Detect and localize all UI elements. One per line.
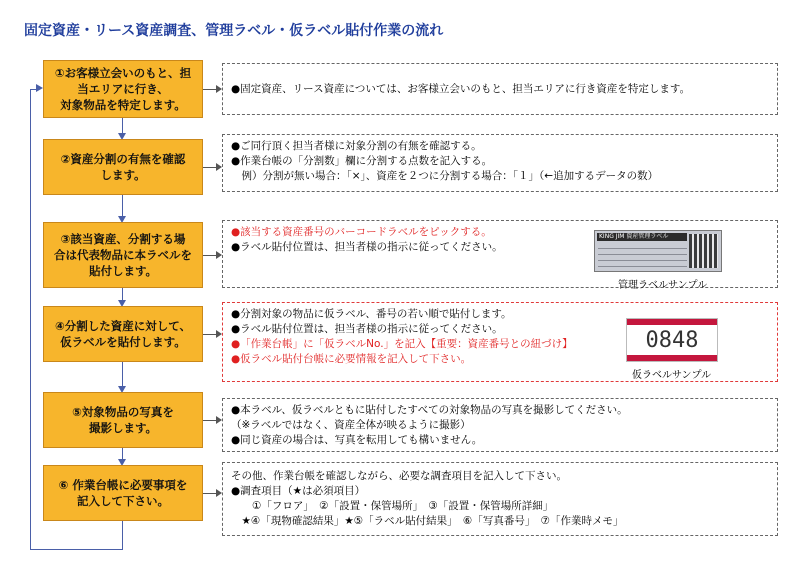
down-arrow-5-icon [122, 448, 123, 464]
step-4-line-2: ●ラベル貼付位置は、担当者様の指示に従ってください。 [231, 323, 503, 335]
label-band-top [627, 319, 717, 325]
step-6-line-2: ●調査項目（★は必須項目） [231, 485, 366, 497]
step-2-box: ②資産分割の有無を確認 します。 [43, 139, 203, 195]
step-3-line-1: ●該当する資産番号のバーコードラベルをピックする。 [231, 226, 492, 238]
step-6-description [222, 462, 778, 536]
down-arrow-2-icon [122, 195, 123, 221]
down-arrow-3-icon [122, 288, 123, 305]
management-label-header: KING JIM 資産管理ラベル [597, 233, 687, 241]
step-4-connector-arrow-icon [203, 334, 220, 335]
step-1-connector-arrow-icon [203, 89, 220, 90]
step-4-line-4: ●仮ラベル貼付台帳に必要情報を記入して下さい。 [231, 353, 472, 365]
step-5-line-2: （※ラベルではなく、資産全体が映るように撮影） [231, 419, 471, 431]
step-4-line-3: ●「作業台帳」に「仮ラベルNo.」を記入【重要：資産番号との紐づけ】 [231, 338, 573, 350]
label-band-bottom [627, 355, 717, 361]
step-2-line-2: ●作業台帳の「分割数」欄に分割する点数を記入する。 [231, 155, 493, 167]
step-5-line-1: ●本ラベル、仮ラベルともに貼付したすべての対象物品の写真を撮影してください。 [231, 404, 628, 416]
step-3-box: ③該当資産、分割する場 合は代表物品に本ラベルを 貼付します。 [43, 222, 203, 288]
step-2-line-1: ●ご同行頂く担当者様に対象分割の有無を確認する。 [231, 140, 482, 152]
step-2-connector-arrow-icon [203, 167, 220, 168]
management-label-caption: 管理ラベルサンプル [618, 280, 708, 291]
step-1-description [222, 63, 778, 115]
step-6-box: ⑥ 作業台帳に必要事項を 記入して下さい。 [43, 465, 203, 521]
step-6-line-4: ★④「現物確認結果」★⑤「ラベル貼付結果」 ⑥「写真番号」 ⑦「作業時メモ」 [231, 515, 624, 527]
page-title: 固定資産・リース資産調査、管理ラベル・仮ラベル貼付作業の流れ [24, 23, 444, 39]
step-5-line-3: ●同じ資産の場合は、写真を転用しても構いません。 [231, 434, 483, 446]
step-5-description [222, 398, 778, 452]
step-6-line-1: その他、作業台帳を確認しながら、必要な調査項目を記入して下さい。 [231, 470, 567, 482]
temporary-label-sample-image [626, 318, 718, 362]
step-4-box: ④分割した資産に対して、 仮ラベルを貼付します。 [43, 306, 203, 362]
down-arrow-1-icon [122, 118, 123, 138]
qr-code-icon [689, 234, 718, 268]
temporary-label-caption: 仮ラベルサンプル [632, 370, 712, 381]
management-label-sample-image [594, 230, 722, 272]
step-2-line-3: 例）分割が無い場合：「×」、資産を２つに分割する場合：「１」（←追加するデータの数） [231, 170, 659, 182]
step-6-line-3: ①「フロア」 ②「設置・保管場所」 ③「設置・保管場所詳細」 [231, 500, 554, 512]
step-2-description [222, 134, 778, 192]
loop-connector-bottom-stem [122, 521, 123, 549]
step-5-connector-arrow-icon [203, 420, 220, 421]
step-3-line-2: ●ラベル貼付位置は、担当者様の指示に従ってください。 [231, 241, 503, 253]
down-arrow-4-icon [122, 362, 123, 391]
management-label-rows [598, 243, 687, 268]
temporary-label-number: 0848 [645, 328, 699, 353]
step-5-box: ⑤対象物品の写真を 撮影します。 [43, 392, 203, 448]
step-3-connector-arrow-icon [203, 255, 220, 256]
step-1-box: ①お客様立会いのもと、担 当エリアに行き、 対象物品を特定します。 [43, 60, 203, 118]
step-1-line-1: ●固定資産、リース資産については、お客様立会いのもと、担当エリアに行き資産を特定します。 [231, 83, 691, 95]
step-6-connector-arrow-icon [203, 493, 220, 494]
loop-arrowhead-icon [36, 84, 43, 92]
step-4-line-1: ●分割対象の物品に仮ラベル、番号の若い順で貼付します。 [231, 308, 512, 320]
